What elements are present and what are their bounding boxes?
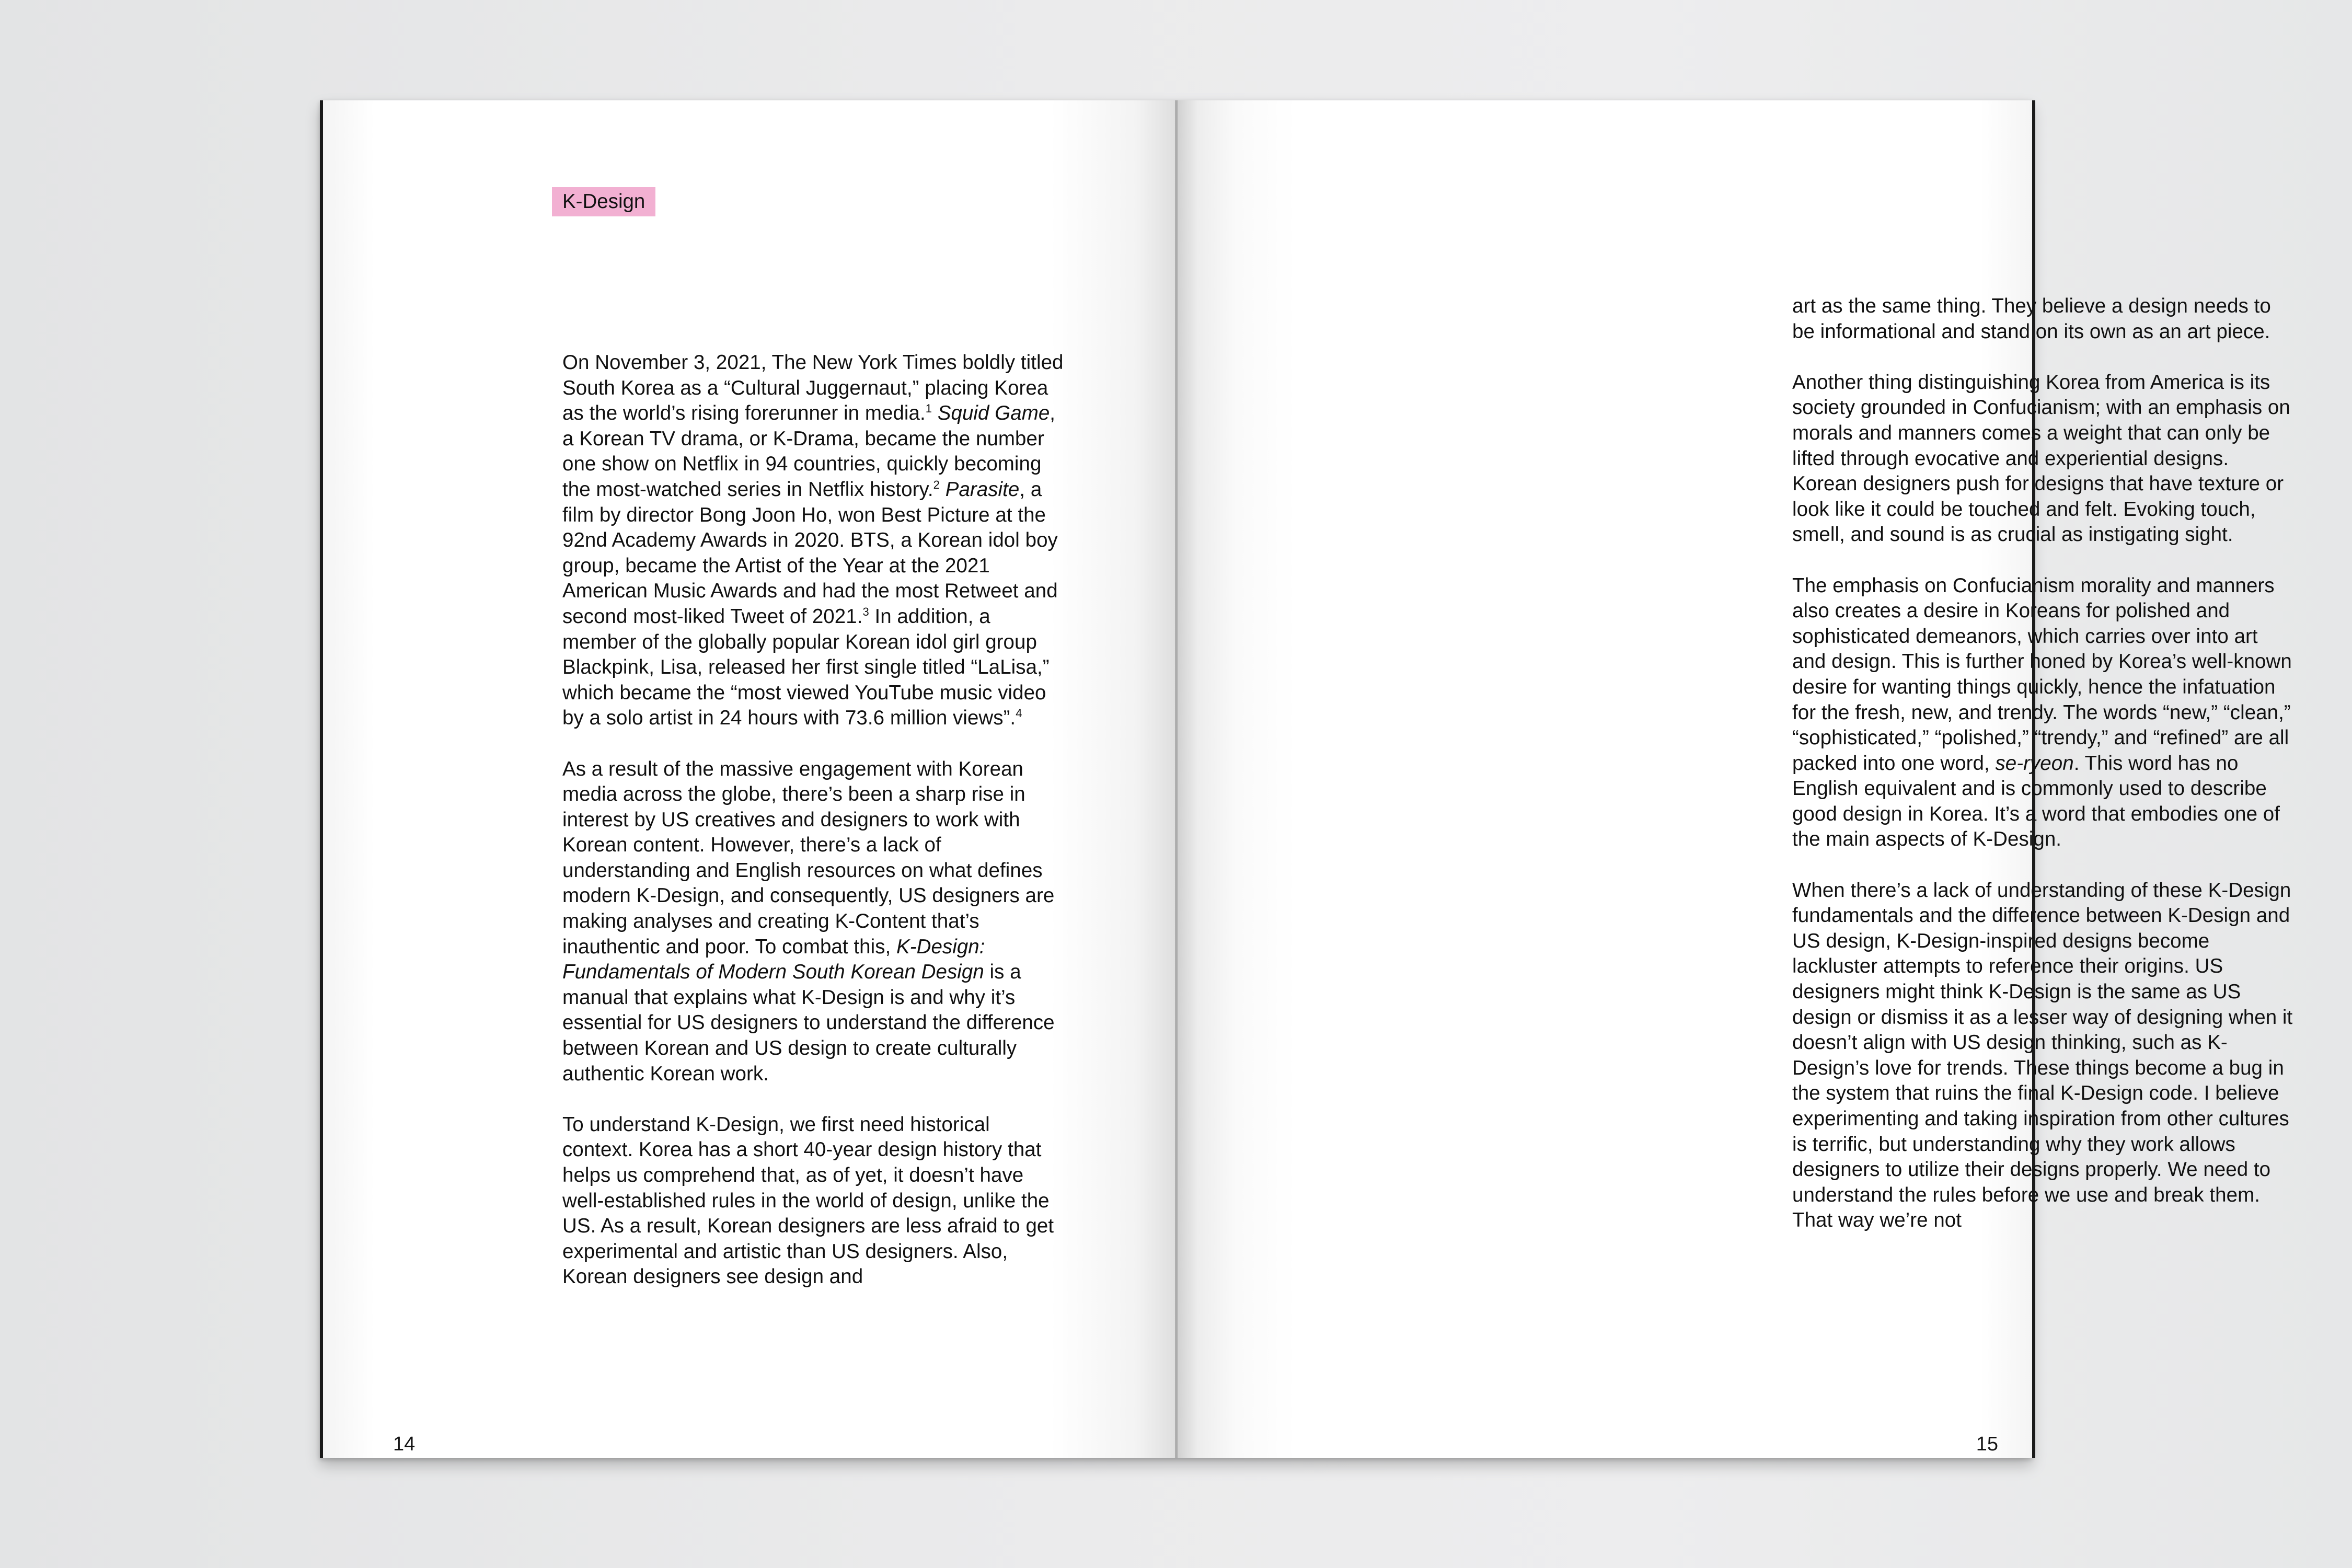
section-heading — [562, 187, 655, 237]
book-spread — [320, 100, 2293, 1458]
body-paragraph — [1792, 573, 2294, 853]
book-spine — [1175, 100, 1178, 1458]
left-text-column — [562, 350, 1064, 1316]
italic-title: Squid Game — [937, 402, 1050, 425]
body-paragraph — [1792, 878, 2294, 1233]
text-run: When there’s a lack of understanding of these K-Design fundamentals and the difference between K-Design and US design, K-Design-inspired designs become lackluster attempts to reference their origins. US designers might think K-Design is the same as US design or dismiss it as a lesser way of designing when it doesn’t align with US design thinking, such as K-Design’s love for trends. These things become a bug in the system that ruins the final K-Design code. I believe experimenting and taking inspiration from other cultures is terrific, but understanding why they work allows designers to utilize their designs properly. We need to understand the rules before we use and break them. That way we’re not — [1792, 879, 2293, 1232]
footnote-marker: 2 — [933, 478, 940, 492]
italic-title: K-Design: Fundamentals of Modern South Korean Design — [562, 935, 985, 984]
section-label-tag: K-Design — [552, 187, 655, 216]
text-run: is a manual that explains what K-Design is and why it’s essential for US designers to understand the difference between Korean and US design to create culturally authentic Korean work. — [562, 961, 1055, 1085]
text-run: As a result of the massive engagement with Korean media across the globe, there’s been a sharp rise in interest by US creatives and designers to work with Korean content. However, there’s a lack of understanding and English resources on what defines modern K-Design, and consequently, US designers are making analyses and creating K-Content that’s inauthentic and poor. To combat this, — [562, 757, 1055, 958]
page-number-left: 14 — [393, 1433, 416, 1455]
italic-title: Parasite — [945, 478, 1020, 501]
right-text-column — [1792, 294, 2294, 1259]
body-paragraph — [1792, 294, 2294, 344]
footnote-marker: 1 — [925, 402, 932, 416]
body-paragraph — [562, 1112, 1064, 1290]
text-run: On November 3, 2021, The New York Times boldly titled South Korea as a “Cultural Juggernaut,” placing Korea as the world’s rising forerunner in media. — [562, 351, 1064, 425]
text-run: , a film by director Bong Joon Ho, won Best Picture at the 92nd Academy Awards in 2020. BTS, a Korean idol boy group, became the Artist of the Year at the 2021 American Music Awards and had the most Retweet and second most-liked Tweet of 2021. — [562, 478, 1058, 628]
text-run: The emphasis on Confucianism morality and manners also creates a desire in Koreans for polished and sophisticated demeanors, which carries over into art and design. This is further honed by Korea’s well-known desire for wanting things quickly, hence the infatuation for the fresh, new, and trendy. The words “new,” “clean,” “sophisticated,” “polished,” “trendy,” and “refined” are all packed into one word, — [1792, 574, 2292, 775]
text-run — [932, 402, 938, 424]
left-page — [320, 100, 1180, 1458]
footnote-marker: 3 — [862, 605, 869, 619]
page-number-right: 15 — [1976, 1433, 1998, 1455]
body-paragraph — [562, 350, 1064, 731]
text-run: art as the same thing. They believe a design needs to be informational and stand on its own as an art piece. — [1792, 295, 2271, 343]
text-run: , a Korean TV drama, or K-Drama, became the number one show on Netflix in 94 countries, quickly becoming the most-watched series in Netflix history. — [562, 402, 1056, 501]
right-page — [1177, 100, 2293, 1458]
text-run: In addition, a member of the globally popular Korean idol girl group Blackpink, Lisa, released her first single titled “LaLisa,” which became the “most viewed YouTube music video by a solo artist in 24 hours with 73.6 million views”. — [562, 605, 1050, 730]
body-paragraph — [562, 757, 1064, 1087]
text-run: Another thing distinguishing Korea from America is its society grounded in Confucianism; with an emphasis on morals and manners comes a weight that can only be lifted through evocative and experiential designs. Korean designers push for designs that have texture or look like it could be touched and felt. Evoking touch, smell, and sound is as crucial as instigating sight. — [1792, 371, 2290, 546]
body-paragraph — [1792, 370, 2294, 548]
text-run — [940, 478, 946, 501]
text-run: . This word has no English equivalent and is commonly used to describe good design in Korea. It’s a word that embodies one of the main aspects of K-Design. — [1792, 752, 2280, 851]
text-run: To understand K-Design, we first need historical context. Korea has a short 40-year design history that helps us comprehend that, as of yet, it doesn’t have well-established rules in the world of design, unlike the US. As a result, Korean designers are less afraid to get experimental and artistic than US designers. Also, Korean designers see design and — [562, 1113, 1054, 1288]
italic-title: se-ryeon — [1995, 752, 2074, 775]
footnote-marker: 4 — [1016, 707, 1022, 720]
